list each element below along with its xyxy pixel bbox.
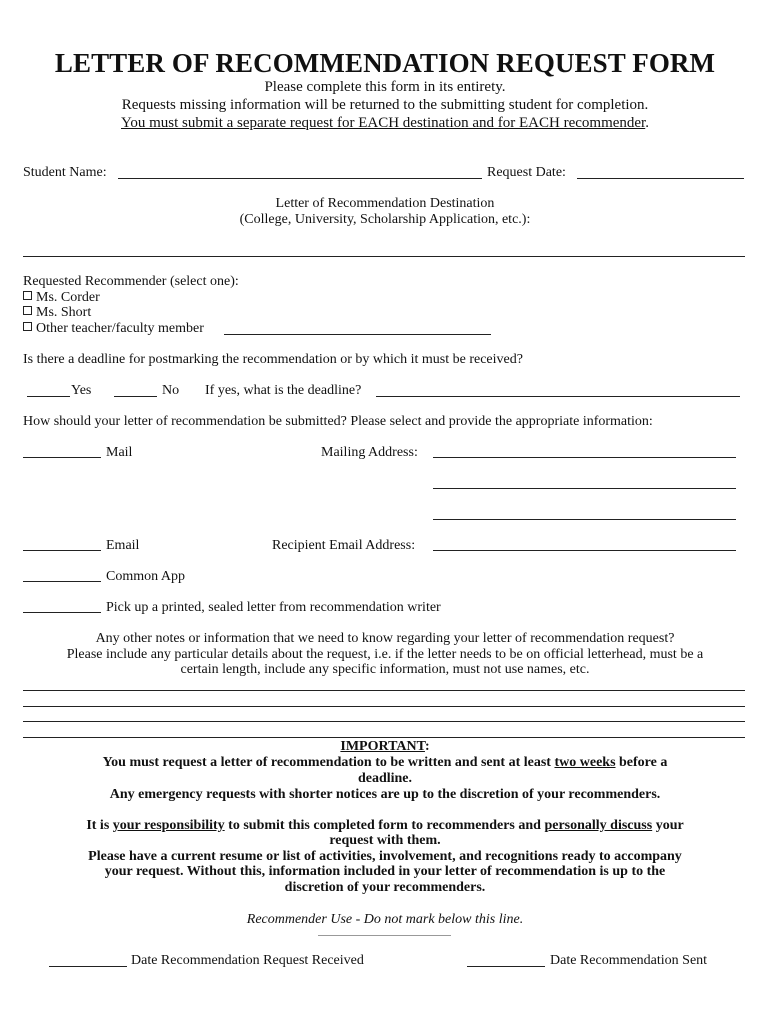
recipient-email-field[interactable] (433, 550, 736, 551)
recommender-label: Requested Recommender (select one): (23, 274, 239, 289)
recommender-option-label: Ms. Short (36, 305, 92, 320)
destination-field[interactable] (23, 256, 745, 257)
deadline-date-field[interactable] (376, 396, 740, 397)
request-date-field[interactable] (577, 178, 744, 179)
email-label: Email (106, 538, 140, 553)
common-app-select-field[interactable] (23, 581, 101, 582)
important-p1-text-a: You must request a letter of recommendation to be written and sent at least (102, 755, 555, 770)
mailing-address-field-3[interactable] (433, 519, 736, 520)
student-name-field[interactable] (118, 178, 482, 179)
deadline-no-field[interactable] (114, 396, 157, 397)
important-p3-underlined-2: personally discuss (544, 818, 653, 833)
important-p3-line-2: request with them. (329, 833, 441, 848)
recommender-use-divider (318, 935, 451, 936)
pickup-label: Pick up a printed, sealed letter from recommendation writer (106, 600, 441, 615)
mail-select-field[interactable] (23, 457, 101, 458)
notes-field-4[interactable] (23, 737, 745, 738)
notes-line-1: Any other notes or information that we need to know regarding your letter of recommendation request? (95, 631, 675, 646)
recommender-option-label: Other teacher/faculty member (36, 321, 204, 336)
intro-line-2: Requests missing information will be returned to the submitting student for completion. (121, 97, 649, 113)
pickup-select-field[interactable] (23, 612, 101, 613)
other-teacher-field[interactable] (224, 334, 491, 335)
notes-field-2[interactable] (23, 706, 745, 707)
received-date-field[interactable] (49, 966, 127, 967)
checkbox-icon[interactable] (23, 306, 32, 315)
mail-label: Mail (106, 445, 133, 460)
common-app-label: Common App (106, 569, 185, 584)
destination-line-2: (College, University, Scholarship Application, etc.): (239, 212, 531, 227)
important-p1-underlined: two weeks (554, 755, 616, 770)
sent-date-field[interactable] (467, 966, 545, 967)
important-heading-text: IMPORTANT (340, 739, 425, 754)
important-p2: Any emergency requests with shorter notices are up to the discretion of your recommenders. (109, 787, 661, 802)
important-heading (0, 739, 770, 755)
student-name-label: Student Name: (23, 165, 107, 180)
submission-question: How should your letter of recommendation be submitted? Please select and provide the appropriate information: (23, 414, 653, 429)
important-p1-text-b: before a (615, 755, 668, 770)
checkbox-icon[interactable] (23, 322, 32, 331)
important-p1-line-2: deadline. (357, 771, 413, 786)
important-p4-line-3: discretion of your recommenders. (284, 880, 486, 895)
notes-field-3[interactable] (23, 721, 745, 722)
mailing-address-field-2[interactable] (433, 488, 736, 489)
important-p3-text-a: It is (86, 818, 113, 833)
recommender-option-corder[interactable] (23, 290, 100, 306)
important-p3-text-c: your (652, 818, 684, 833)
email-select-field[interactable] (23, 550, 101, 551)
received-date-label: Date Recommendation Request Received (131, 953, 364, 968)
recommender-option-other[interactable] (23, 321, 204, 337)
destination-line-1: Letter of Recommendation Destination (275, 196, 495, 211)
important-heading-colon: : (424, 739, 430, 754)
deadline-no-label: No (162, 383, 180, 398)
intro-line-3-underlined: You must submit a separate request for EACH destination and for EACH recommender (121, 115, 646, 131)
deadline-if-yes-label: If yes, what is the deadline? (205, 383, 362, 398)
important-p4-line-1: Please have a current resume or list of activities, involvement, and recognitions ready to accompany (88, 849, 682, 864)
deadline-question: Is there a deadline for postmarking the recommendation or by which it must be received? (23, 352, 523, 367)
checkbox-icon[interactable] (23, 291, 32, 300)
important-p1-line-1 (0, 755, 770, 771)
intro-line-1: Please complete this form in its entirety. (264, 79, 506, 95)
intro-line-3 (0, 115, 770, 132)
sent-date-label: Date Recommendation Sent (550, 953, 708, 968)
recommender-option-short[interactable] (23, 305, 91, 321)
request-date-label: Request Date: (487, 165, 566, 180)
recommender-option-label: Ms. Corder (36, 290, 100, 305)
form-title: LETTER OF RECOMMENDATION REQUEST FORM (54, 48, 716, 78)
mailing-address-field-1[interactable] (433, 457, 736, 458)
recommender-use-note: Recommender Use - Do not mark below this line. (246, 912, 524, 927)
important-p3-line-1 (0, 818, 770, 834)
notes-field-1[interactable] (23, 690, 745, 691)
intro-line-3-end: . (645, 115, 649, 131)
notes-line-3: certain length, include any specific information, must not use names, etc. (180, 662, 590, 677)
deadline-yes-label: Yes (71, 383, 92, 398)
mailing-address-label: Mailing Address: (321, 445, 418, 460)
deadline-yes-field[interactable] (27, 396, 70, 397)
important-p3-underlined-1: your responsibility (112, 818, 225, 833)
important-p3-text-b: to submit this completed form to recommenders and (224, 818, 545, 833)
notes-line-2: Please include any particular details about the request, i.e. if the letter needs to be on official letterhead, must be a (66, 647, 704, 662)
recipient-email-label: Recipient Email Address: (272, 538, 416, 553)
important-p4-line-2: your request. Without this, information included in your letter of recommendation is up to the (104, 864, 666, 879)
